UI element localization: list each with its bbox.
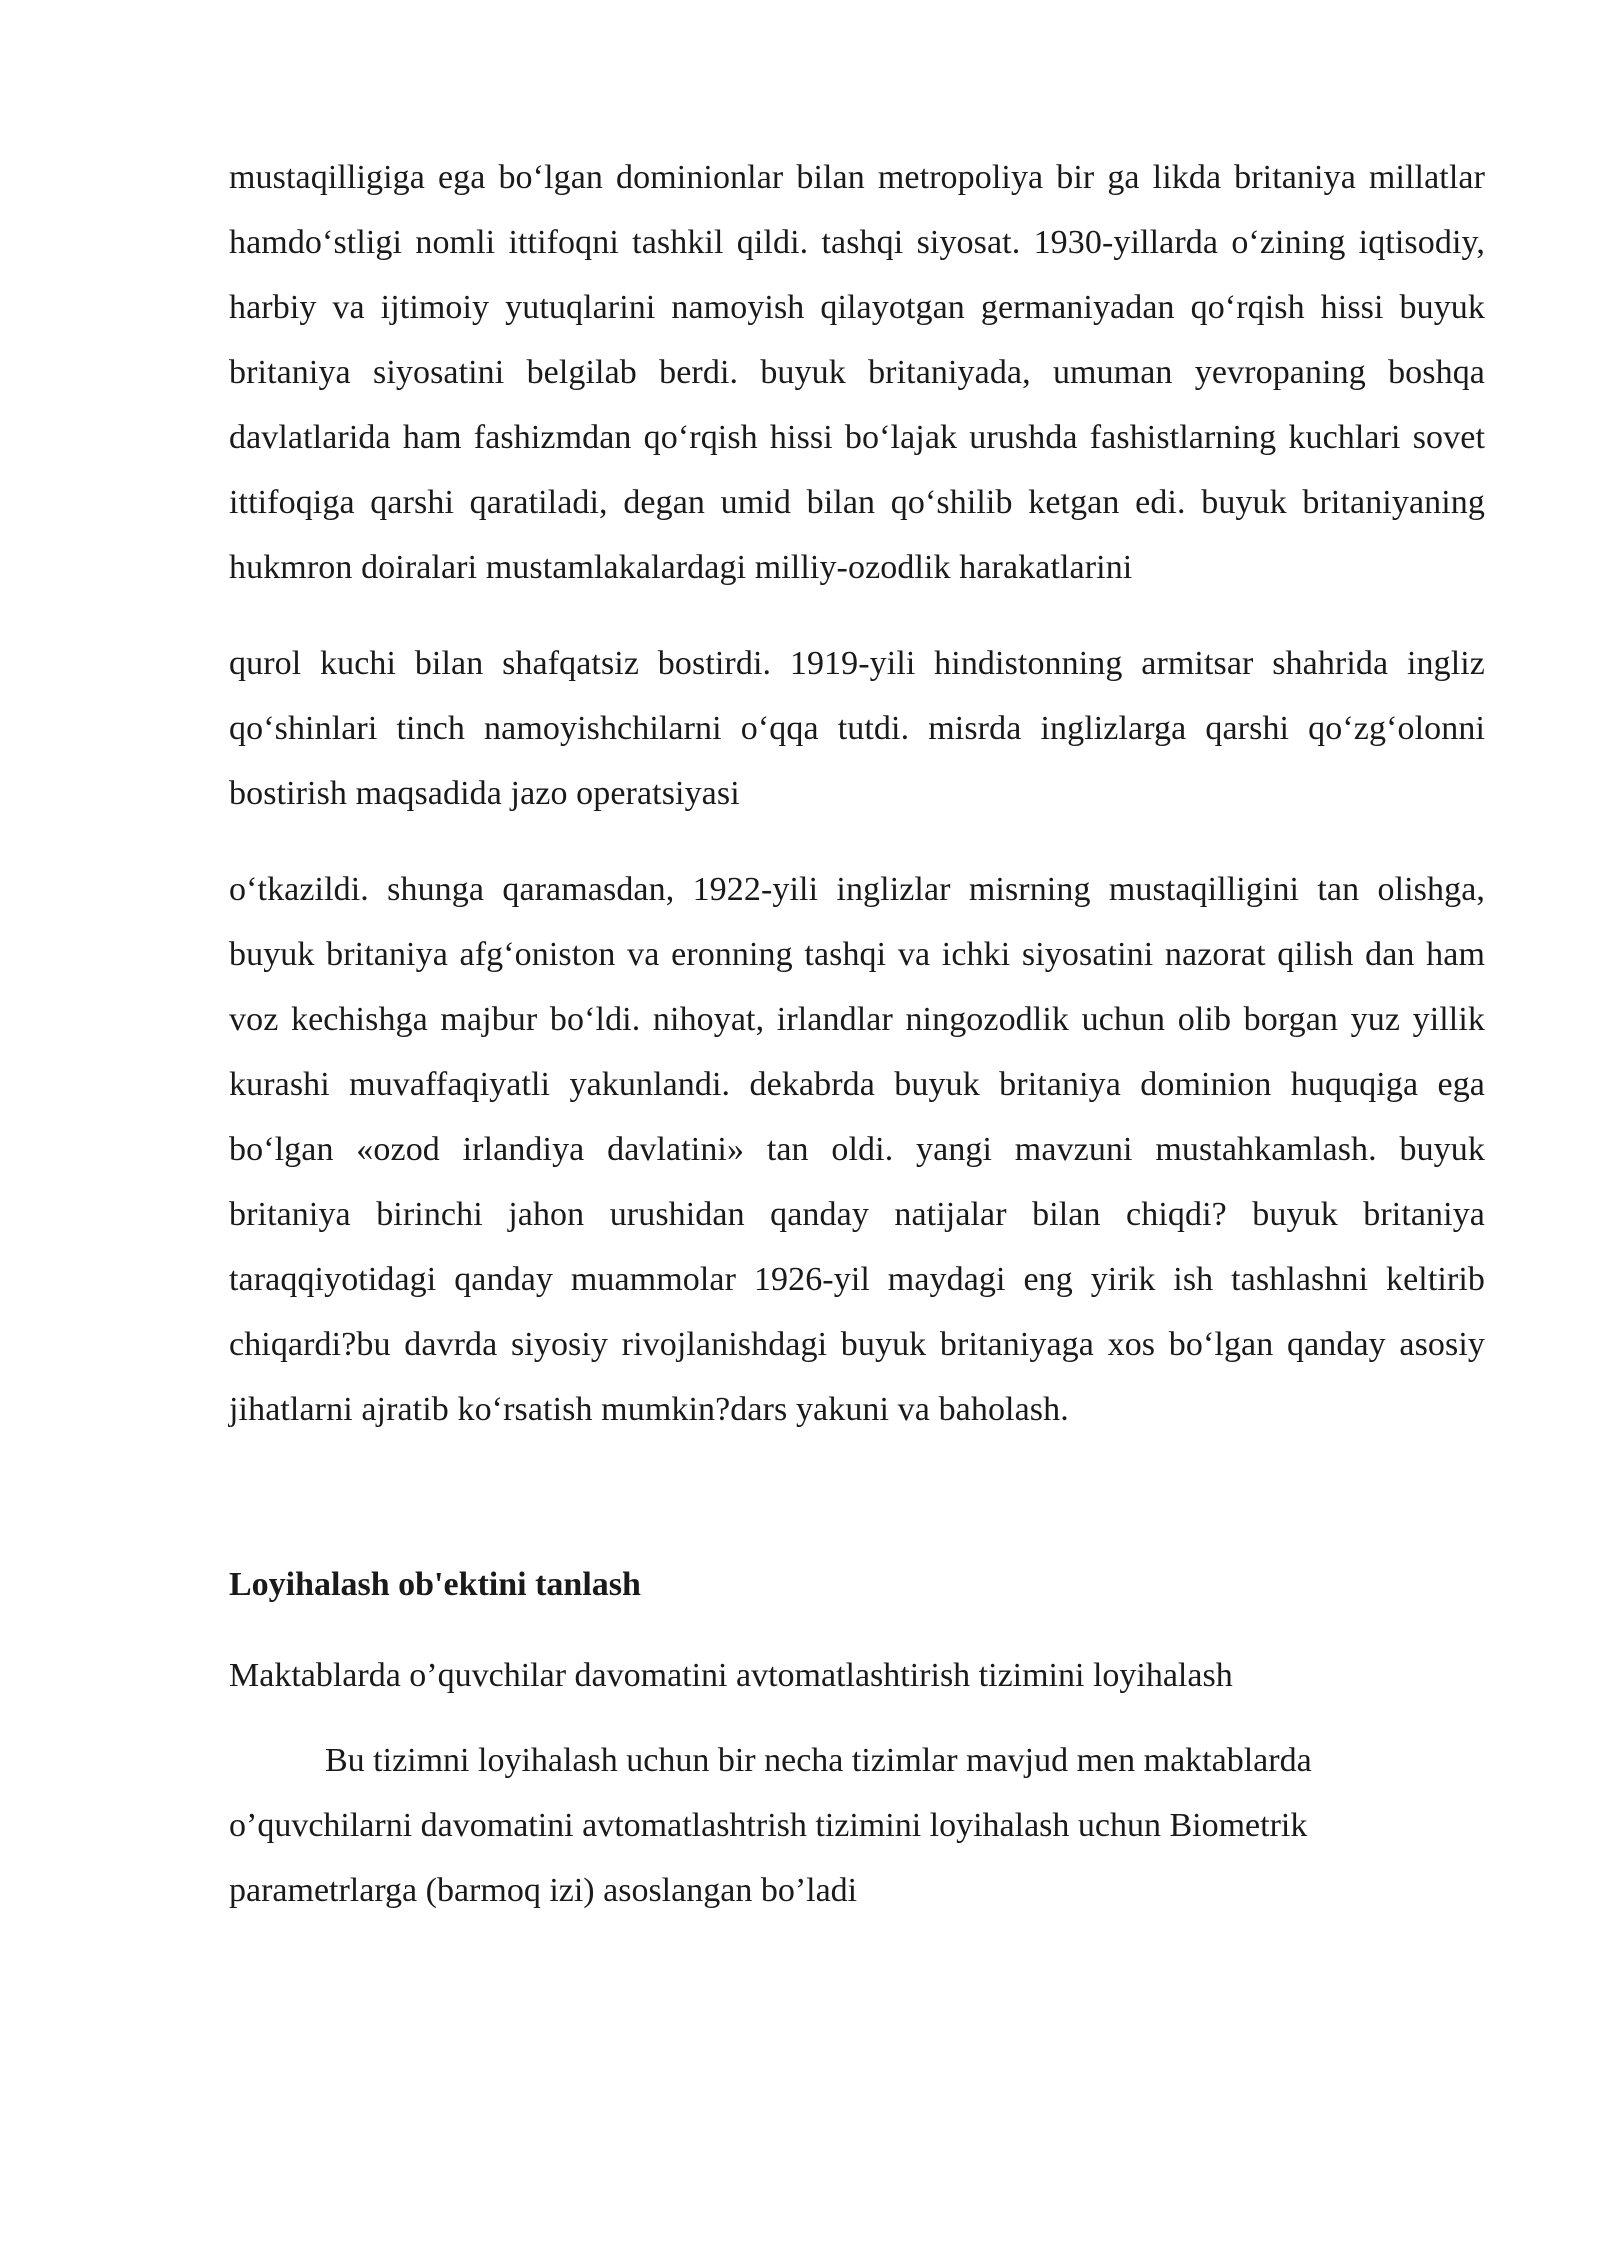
paragraph-final: Bu tizimni loyihalash uchun bir necha tizimlar mavjud men maktablarda o’quvchilarni davomatini avtomatlashtrish tizimini loyihalash uchun Biometrik parametrlarga (barmoq izi) asoslangan bo’ladi xyxy=(229,1742,1312,1909)
section-heading: Loyihalash ob'ektini tanlash xyxy=(229,1566,641,1603)
document-page xyxy=(229,145,1485,1923)
paragraph-2: qurol kuchi bilan shafqatsiz bostirdi. 1919-yili hindistonning armitsar shahrida ingliz qo‘shinlari tinch namoyishchilarni o‘qqa tutdi. misrda inglizlarga qarshi qo‘zg‘olonni bostirish maqsadida jazo operatsiyasi xyxy=(229,645,1485,812)
paragraph-1: mustaqilligiga ega bo‘lgan dominionlar bilan metropoliya bir ga likda britaniya millatlar hamdo‘stligi nomli ittifoqni tashkil qildi. tashqi siyosat. 1930-yillarda o‘zining iqtisodiy, harbiy va ijtimoiy yutuqlarini namoyish qilayotgan germaniyadan qo‘rqish hissi buyuk britaniya siyosatini belgilab berdi. buyuk britaniyada, umuman yevropaning boshqa davlatlarida ham fashizmdan qo‘rqish hissi bo‘lajak urushda fashistlarning kuchlari sovet ittifoqiga qarshi qaratiladi, degan umid bilan qo‘shilib ketgan edi. buyuk britaniyaning hukmron doiralari mustamlakalardagi milliy-ozodlik harakatlarini xyxy=(229,159,1485,586)
section-subtitle: Maktablarda o’quvchilar davomatini avtomatlashtirish tizimini loyihalash xyxy=(229,1657,1233,1694)
paragraph-3: o‘tkazildi. shunga qaramasdan, 1922-yili inglizlar misrning mustaqilligini tan olishga, buyuk britaniya afg‘oniston va eronning tashqi va ichki siyosatini nazorat qilish dan ham voz kechishga majbur bo‘ldi. nihoyat, irlandlar ningozodlik uchun olib borgan yuz yillik kurashi muvaffaqiyatli yakunlandi. dekabrda buyuk britaniya dominion huquqiga ega bo‘lgan «ozod irlandiya davlatini» tan oldi. yangi mavzuni mustahkamlash. buyuk britaniya birinchi jahon urushidan qanday natijalar bilan chiqdi? buyuk britaniya taraqqiyotidagi qanday muammolar 1926-yil maydagi eng yirik ish tashlashni keltirib chiqardi?bu davrda siyosiy rivojlanishdagi buyuk britaniyaga xos bo‘lgan qanday asosiy jihatlarni ajratib ko‘rsatish mumkin?dars yakuni va baholash. xyxy=(229,871,1485,1428)
